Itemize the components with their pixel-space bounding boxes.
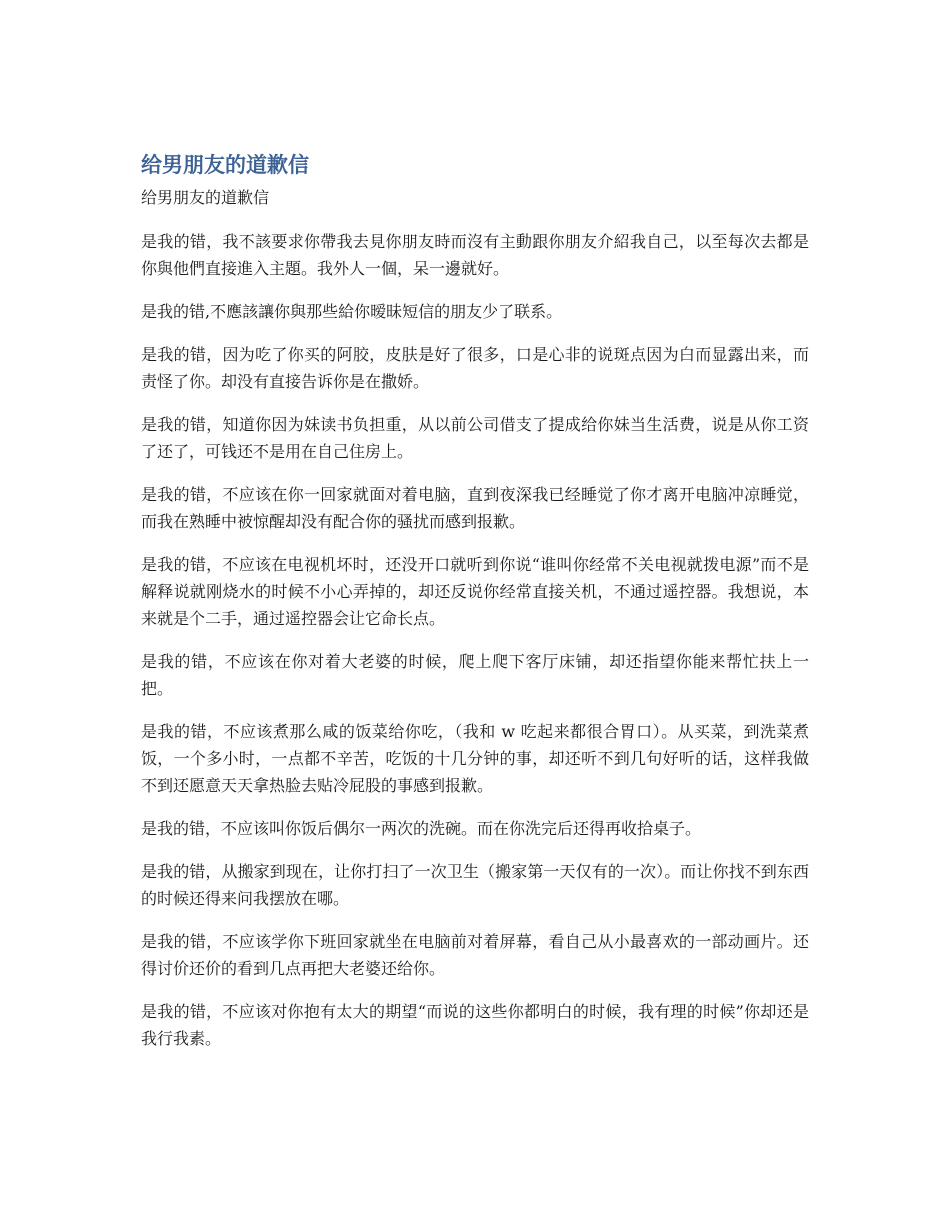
paragraph: 是我的错,不應該讓你與那些給你暧昧短信的朋友少了联系。 <box>141 302 563 321</box>
paragraph: 是我的错，不应该对你抱有太大的期望“而说的这些你都明白的时候，我有理的时候”你却还是我行我素。 <box>141 1002 809 1048</box>
document-subtitle: 给男朋友的道歉信 <box>141 188 270 207</box>
paragraph: 是我的错，不应该在你一回家就面对着电脑，直到夜深我已经睡觉了你才离开电脑冲凉睡觉，而我在熟睡中被惊醒却没有配合你的骚扰而感到报歉。 <box>141 485 809 531</box>
document-title: 给男朋友的道歉信 <box>141 153 309 177</box>
paragraph: 是我的错，我不該要求你帶我去見你朋友時而沒有主動跟你朋友介紹我自己，以至每次去都是你與他們直接進入主題。我外人一個，呆一邊就好。 <box>141 232 809 278</box>
paragraph: 是我的错，不应该学你下班回家就坐在电脑前对着屏幕，看自己从小最喜欢的一部动画片。还得讨价还价的看到几点再把大老婆还给你。 <box>141 932 809 978</box>
paragraph: 是我的错，不应该煮那么咸的饭菜给你吃，（我和 w 吃起来都很合胃口）。从买菜，到洗菜煮饭，一个多小时，一点都不辛苦，吃饭的十几分钟的事，却还听不到几句好听的话，这样我做不到还愿意天天拿热脸去贴冷屁股的事感到报歉。 <box>141 722 809 795</box>
paragraph: 是我的错，因为吃了你买的阿胶，皮肤是好了很多，口是心非的说斑点因为白而显露出来，而责怪了你。却没有直接告诉你是在撒娇。 <box>141 345 809 391</box>
document-page <box>141 150 809 1068</box>
paragraph: 是我的错，不应该叫你饭后偶尔一两次的洗碗。而在你洗完后还得再收拾桌子。 <box>141 819 702 838</box>
paragraph: 是我的错，从搬家到现在，让你打扫了一次卫生（搬家第一天仅有的一次）。而让你找不到东西的时候还得来问我摆放在哪。 <box>141 862 809 908</box>
paragraph: 是我的错，不应该在你对着大老婆的时候，爬上爬下客厅床铺，却还指望你能来帮忙扶上一把。 <box>141 652 809 698</box>
paragraph: 是我的错，知道你因为妹读书负担重，从以前公司借支了提成给你妹当生活费，说是从你工资了还了，可钱还不是用在自己住房上。 <box>141 415 809 461</box>
paragraph: 是我的错，不应该在电视机坏时，还没开口就听到你说“谁叫你经常不关电视就拨电源”而不是解释说就刚烧水的时候不小心弄掉的，却还反说你经常直接关机，不通过遥控器。我想说，本来就是个二手，通过遥控器会让它命长点。 <box>141 555 809 628</box>
